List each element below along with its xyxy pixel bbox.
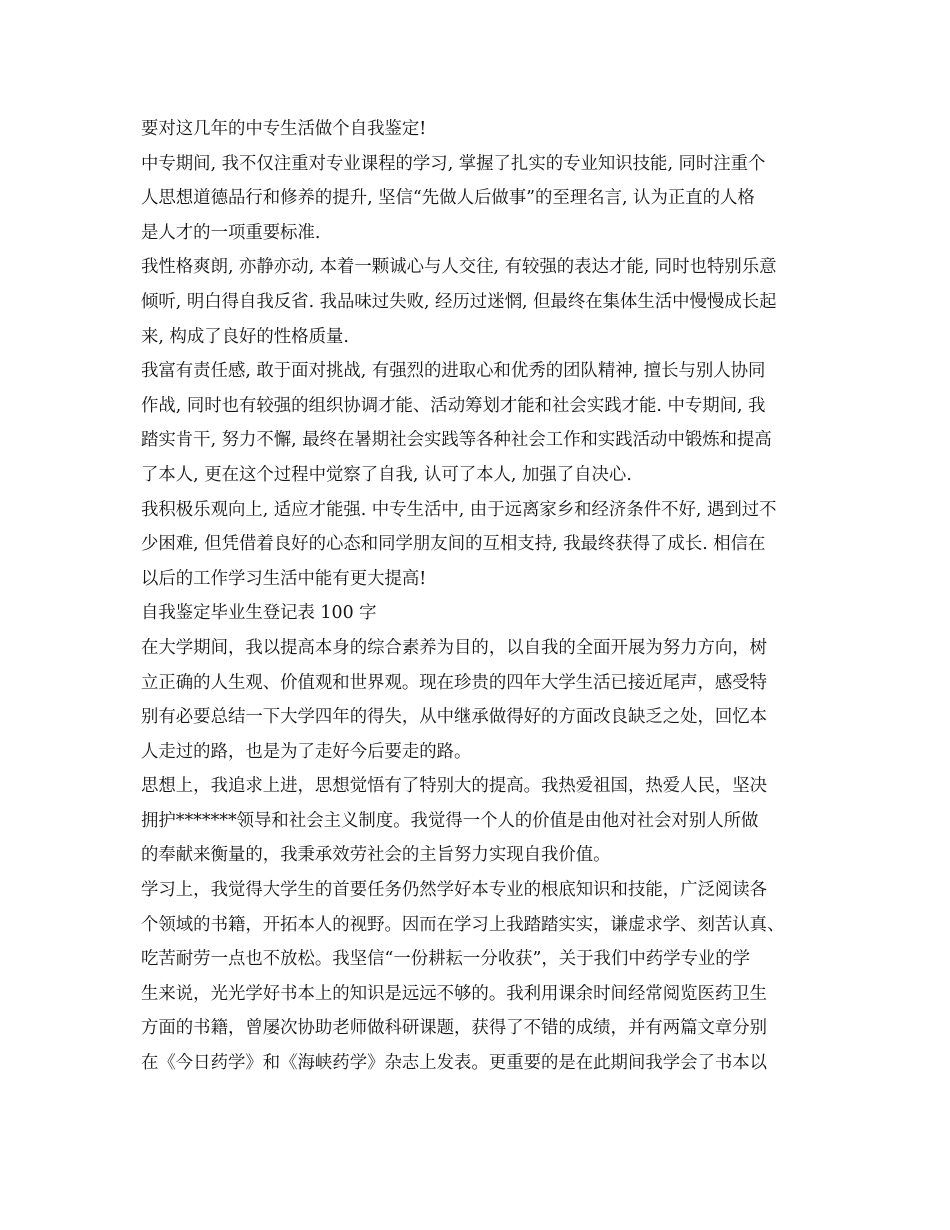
text-line: 学习上，我觉得大学生的首要任务仍然学好本专业的根底知识和技能，广泛阅读各: [141, 880, 768, 901]
text-line: 人思想道德品行和修养的提升, 坚信“先做人后做事”的至理名言, 认为正直的人格: [141, 188, 755, 209]
text-line: 来, 构成了良好的性格质量.: [141, 326, 349, 347]
text-line: 倾听, 明白得自我反省. 我品味过失败, 经历过迷惘, 但最终在集体生活中慢慢成长起: [141, 291, 777, 312]
text-line: 我性格爽朗, 亦静亦动, 本着一颗诚心与人交往, 有较强的表达才能, 同时也特别乐意: [141, 257, 777, 278]
text-line: 立正确的人生观、价值观和世界观。现在珍贵的四年大学生活已接近尾声，感受特: [141, 672, 768, 693]
text-line: 要对这几年的中专生活做个自我鉴定!: [141, 119, 427, 139]
text-line: 个领域的书籍，开拓本人的视野。因而在学习上我踏踏实实，谦虚求学、刻苦认真、: [141, 914, 785, 935]
text-line: 少困难, 但凭借着良好的心态和同学朋友间的互相支持, 我最终获得了成长. 相信在: [141, 534, 766, 555]
text-line: 吃苦耐劳一点也不放松。我坚信“一份耕耘一分收获”，关于我们中药学专业的学: [141, 949, 751, 970]
text-line: 拥护*******领导和社会主义制度。我觉得一个人的价值是由他对社会对别人所做: [141, 810, 759, 831]
text-line: 踏实肯干, 努力不懈, 最终在暑期社会实践等各种社会工作和实践活动中锻炼和提高: [141, 430, 772, 451]
section-heading: 自我鉴定毕业生登记表 100 字: [141, 603, 377, 624]
text-line: 在大学期间，我以提高本身的综合素养为目的，以自我的全面开展为努力方向，树: [141, 637, 768, 658]
text-line: 以后的工作学习生活中能有更大提高!: [141, 568, 427, 589]
text-line: 在《今日药学》和《海峡药学》杂志上发表。更重要的是在此期间我学会了书本以: [141, 1053, 768, 1074]
text-line: 我富有责任感, 敢于面对挑战, 有强烈的进取心和优秀的团队精神, 擅长与别人协同: [141, 361, 766, 382]
text-line: 方面的书籍，曾屡次协助老师做科研课题，获得了不错的成绩，并有两篇文章分别: [141, 1018, 768, 1039]
text-line: 了本人, 更在这个过程中觉察了自我, 认可了本人, 加强了自决心.: [141, 464, 632, 485]
text-line: 生来说，光光学好书本上的知识是远远不够的。我利用课余时间经常阅览医药卫生: [141, 983, 768, 1004]
text-line: 人走过的路，也是为了走好今后要走的路。: [141, 741, 472, 762]
text-line: 是人才的一项重要标准.: [141, 222, 321, 243]
text-line: 作战, 同时也有较强的组织协调才能、活动筹划才能和社会实践才能. 中专期间, 我: [141, 395, 766, 416]
text-line: 中专期间, 我不仅注重对专业课程的学习, 掌握了扎实的专业知识技能, 同时注重个: [141, 153, 766, 174]
text-line: 思想上，我追求上进，思想觉悟有了特别大的提高。我热爱祖国，热爱人民，坚决: [141, 776, 768, 797]
text-line: 别有必要总结一下大学四年的得失，从中继承做得好的方面改良缺乏之处，回忆本: [141, 707, 768, 728]
text-line: 我积极乐观向上, 适应才能强. 中专生活中, 由于远离家乡和经济条件不好, 遇到过不: [141, 499, 777, 520]
text-line: 的奉献来衡量的，我秉承效劳社会的主旨努力实现自我价值。: [141, 845, 611, 866]
document-body: [141, 112, 821, 1081]
